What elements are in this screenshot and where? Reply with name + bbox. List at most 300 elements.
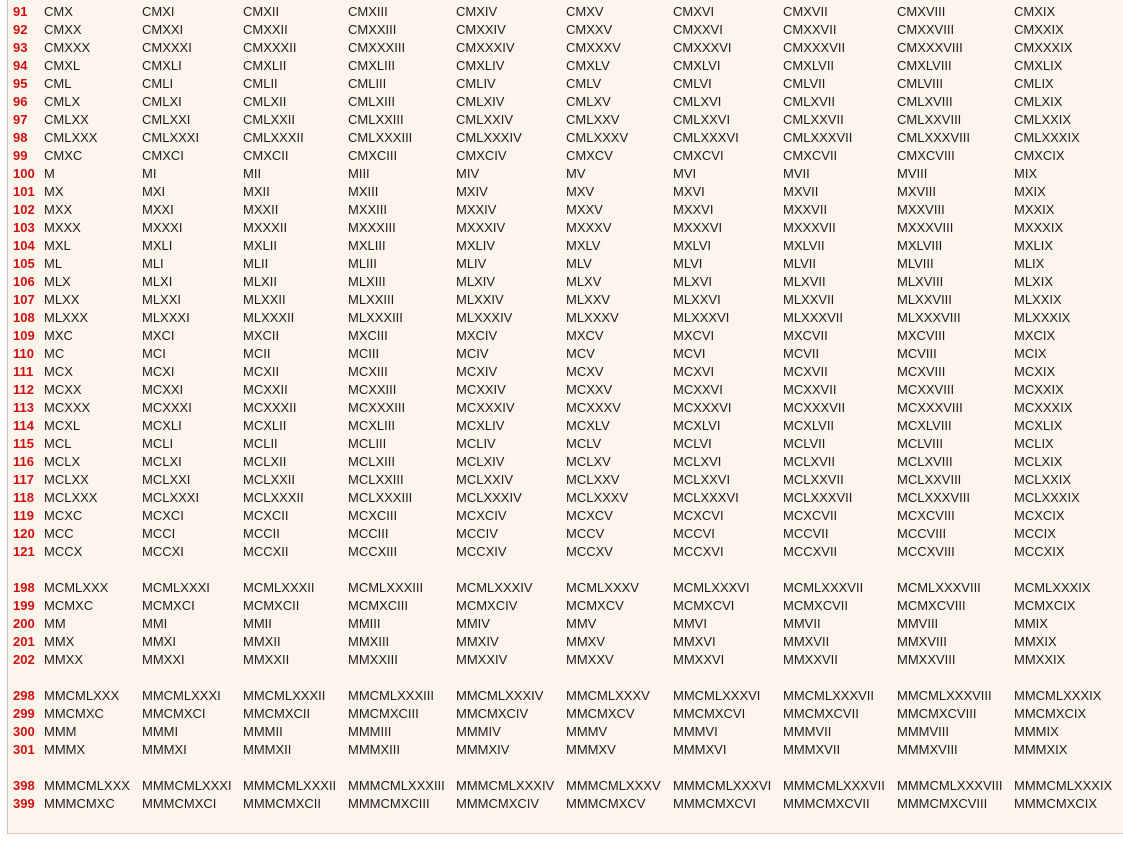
roman-numeral-cell: MXXXI	[142, 220, 183, 235]
roman-numeral-cell: MXCIX	[1014, 328, 1056, 343]
roman-numeral-cell: MMMCMXCIII	[348, 796, 430, 811]
roman-numeral-cell: MCLXXXVII	[783, 490, 853, 505]
roman-numeral-cell: MCMXCVII	[783, 598, 848, 613]
roman-numeral-cell: MCMLXXXII	[243, 580, 315, 595]
row-number: 111	[13, 364, 34, 379]
roman-numeral-cell: MXXXII	[243, 220, 288, 235]
roman-numeral-cell: MCLXIV	[456, 454, 505, 469]
roman-numeral-cell: MCCII	[243, 526, 280, 541]
roman-numeral-cell: MXCVI	[673, 328, 715, 343]
roman-numeral-cell: MXLVII	[783, 238, 825, 253]
row-number: 399	[13, 796, 35, 811]
roman-numeral-cell: CMXIX	[1014, 4, 1056, 19]
roman-numeral-cell: MCLIX	[1014, 436, 1054, 451]
table-row	[7, 147, 1123, 165]
roman-numeral-cell: MLXI	[142, 274, 173, 289]
roman-numeral-cell: MCXLVIII	[897, 418, 952, 433]
roman-numeral-cell: CMLXIII	[348, 94, 395, 109]
roman-numeral-cell: MLXVI	[673, 274, 713, 289]
roman-numeral-cell: MXIX	[1014, 184, 1046, 199]
roman-numeral-cell: MCV	[566, 346, 595, 361]
roman-numeral-cell: MCLXVII	[783, 454, 836, 469]
roman-numeral-cell: MXVI	[673, 184, 705, 199]
roman-numeral-cell: MMI	[142, 616, 168, 631]
roman-numeral-cell: MMMVIII	[897, 724, 949, 739]
roman-numeral-cell: MMMCMLXXXVII	[783, 778, 885, 793]
roman-numeral-cell: CMLXXXVII	[783, 130, 853, 145]
roman-numeral-cell: MCX	[44, 364, 73, 379]
roman-numeral-cell: MCLXI	[142, 454, 182, 469]
roman-numeral-cell: MLXX	[44, 292, 80, 307]
roman-numeral-cell: MCCIX	[1014, 526, 1056, 541]
roman-numeral-cell: MMCMXCI	[142, 706, 206, 721]
table-row	[7, 3, 1123, 21]
roman-numeral-cell: MMCMLXXXVI	[673, 688, 761, 703]
roman-numeral-cell: MXXXIII	[348, 220, 396, 235]
roman-numeral-cell: MMMCMXCVI	[673, 796, 757, 811]
roman-numeral-cell: CMXX	[44, 22, 82, 37]
roman-numeral-cell: MCXL	[44, 418, 81, 433]
roman-numeral-cell: MXXXVIII	[897, 220, 954, 235]
table-row	[7, 165, 1123, 183]
roman-numeral-cell: MCXIV	[456, 364, 498, 379]
roman-numeral-cell: MXXX	[44, 220, 81, 235]
roman-numeral-cell: MMXXVI	[673, 652, 725, 667]
row-number: 92	[13, 22, 28, 37]
table-row	[7, 543, 1123, 561]
roman-numeral-cell: MMCMXCVII	[783, 706, 859, 721]
roman-numeral-cell: MCLV	[566, 436, 602, 451]
roman-numeral-cell: MCIV	[456, 346, 489, 361]
roman-numeral-cell: MCLXXII	[243, 472, 296, 487]
table-row	[7, 651, 1123, 669]
roman-numeral-cell: CMLXIX	[1014, 94, 1063, 109]
roman-numeral-cell: MMII	[243, 616, 272, 631]
roman-numeral-cell: MI	[142, 166, 157, 181]
row-number: 202	[13, 652, 35, 667]
table-row	[7, 417, 1123, 435]
roman-numeral-cell: MMVII	[783, 616, 821, 631]
roman-numeral-cell: MMIX	[1014, 616, 1048, 631]
roman-numeral-cell: MMMCMXCVII	[783, 796, 870, 811]
roman-numeral-cell: MLIX	[1014, 256, 1045, 271]
roman-numeral-cell: MMXVIII	[897, 634, 947, 649]
roman-numeral-cell: CMLXV	[566, 94, 611, 109]
row-number: 109	[13, 328, 35, 343]
roman-numeral-cell: MLXXVI	[673, 292, 721, 307]
table-row	[7, 633, 1123, 651]
roman-numeral-cell: MCXVI	[673, 364, 715, 379]
roman-numeral-cell: CMLXXVI	[673, 112, 731, 127]
roman-numeral-cell: MLXIII	[348, 274, 386, 289]
roman-numeral-cell: MCXVII	[783, 364, 828, 379]
roman-numeral-cell: MCXII	[243, 364, 280, 379]
roman-numeral-cell: MCCXIX	[1014, 544, 1065, 559]
roman-numeral-cell: MCXXIV	[456, 382, 506, 397]
row-number: 121	[13, 544, 35, 559]
roman-numeral-cell: MCMXCIX	[1014, 598, 1076, 613]
roman-numeral-cell: CMXCVI	[673, 148, 724, 163]
roman-numeral-cell: MXXXIV	[456, 220, 506, 235]
roman-numeral-cell: CMXXIX	[1014, 22, 1064, 37]
roman-numeral-cell: MMMCMXCI	[142, 796, 217, 811]
roman-numeral-cell: CMXVIII	[897, 4, 946, 19]
roman-numeral-cell: MIII	[348, 166, 370, 181]
roman-numeral-cell: MLXXVII	[783, 292, 835, 307]
row-number: 198	[13, 580, 35, 595]
roman-numeral-cell: MMVI	[673, 616, 707, 631]
roman-numeral-cell: MMCMXCVI	[673, 706, 746, 721]
roman-numeral-cell: CMXLIII	[348, 58, 395, 73]
row-number: 100	[13, 166, 35, 181]
roman-numeral-cell: CMXLVII	[783, 58, 835, 73]
roman-numeral-cell: MCMXC	[44, 598, 94, 613]
table-row	[7, 795, 1123, 813]
roman-numeral-cell: MCLXXXII	[243, 490, 304, 505]
roman-numeral-cell: CMLXXVII	[783, 112, 844, 127]
row-number: 99	[13, 148, 28, 163]
roman-numeral-cell: CMLXXXVI	[673, 130, 739, 145]
roman-numeral-cell: MCMXCV	[566, 598, 624, 613]
roman-numeral-cell: MXXXV	[566, 220, 612, 235]
roman-numeral-cell: MCLXXXVIII	[897, 490, 970, 505]
roman-numeral-cell: MCLXXXVI	[673, 490, 739, 505]
table-row	[7, 381, 1123, 399]
roman-numeral-cell: CMXLVIII	[897, 58, 952, 73]
roman-numeral-cell: MXXXVI	[673, 220, 723, 235]
roman-numeral-cell: MMXV	[566, 634, 605, 649]
row-number: 117	[13, 472, 34, 487]
roman-numeral-cell: MCLXX	[44, 472, 89, 487]
roman-numeral-cell: MII	[243, 166, 262, 181]
roman-numeral-cell: MXCII	[243, 328, 280, 343]
roman-numeral-cell: MCLII	[243, 436, 278, 451]
roman-numeral-cell: MLXVII	[783, 274, 826, 289]
roman-numeral-cell: MCXXXIX	[1014, 400, 1073, 415]
roman-numeral-cell: MCCXI	[142, 544, 184, 559]
roman-numeral-cell: CMXII	[243, 4, 280, 19]
roman-numeral-cell: MCIX	[1014, 346, 1047, 361]
roman-numeral-cell: MCCXVII	[783, 544, 838, 559]
roman-numeral-cell: MLXXXIII	[348, 310, 403, 325]
roman-numeral-cell: MCVI	[673, 346, 706, 361]
table-row	[7, 291, 1123, 309]
row-number: 301	[13, 742, 35, 757]
table-row	[7, 597, 1123, 615]
roman-numeral-cell: MMMI	[142, 724, 179, 739]
table-row	[7, 687, 1123, 705]
table-row	[7, 57, 1123, 75]
roman-numeral-cell: MCCIII	[348, 526, 389, 541]
roman-numeral-cell: MCC	[44, 526, 74, 541]
roman-numeral-cell: MCMLXXXI	[142, 580, 210, 595]
roman-numeral-cell: MXIII	[348, 184, 379, 199]
roman-numeral-cell: MCXVIII	[897, 364, 946, 379]
roman-numeral-cell: CMXCIX	[1014, 148, 1065, 163]
roman-numeral-cell: MXIV	[456, 184, 488, 199]
roman-numeral-cell: MCI	[142, 346, 166, 361]
roman-numeral-cell: MCXC	[44, 508, 83, 523]
roman-numeral-cell: MMXVII	[783, 634, 830, 649]
row-number: 93	[13, 40, 28, 55]
roman-numeral-cell: MMMIII	[348, 724, 392, 739]
table-row	[7, 507, 1123, 525]
roman-numeral-cell: MCLI	[142, 436, 174, 451]
roman-numeral-cell: CMLXXX	[44, 130, 98, 145]
roman-numeral-cell: MLX	[44, 274, 71, 289]
roman-numeral-cell: MMXXVII	[783, 652, 838, 667]
row-number: 112	[13, 382, 34, 397]
roman-numeral-cell: CMXXXV	[566, 40, 621, 55]
roman-numeral-cell: MCMLXXXVIII	[897, 580, 981, 595]
roman-numeral-cell: MC	[44, 346, 65, 361]
roman-numeral-cell: MCXLV	[566, 418, 610, 433]
roman-numeral-cell: CMLXXVIII	[897, 112, 962, 127]
roman-numeral-cell: MCXXV	[566, 382, 613, 397]
roman-numeral-cell: MCXCIX	[1014, 508, 1065, 523]
roman-numeral-cell: MCXLI	[142, 418, 182, 433]
roman-numeral-cell: MXXIX	[1014, 202, 1055, 217]
row-number: 101	[13, 184, 35, 199]
roman-numeral-cell: MXLIII	[348, 238, 386, 253]
table-row	[7, 273, 1123, 291]
roman-numeral-cell: MCXLII	[243, 418, 287, 433]
roman-numeral-cell: MCMXCII	[243, 598, 300, 613]
roman-numeral-cell: MLXIX	[1014, 274, 1054, 289]
roman-numeral-cell: CMLXI	[142, 94, 182, 109]
roman-numeral-cell: MMXIV	[456, 634, 499, 649]
roman-numeral-cell: MCCIV	[456, 526, 498, 541]
roman-numeral-cell: MCMXCIV	[456, 598, 518, 613]
roman-numeral-cell: MLI	[142, 256, 164, 271]
spacer-row	[7, 759, 1123, 777]
roman-numeral-cell: CMLXVI	[673, 94, 722, 109]
roman-numeral-cell: CMXLV	[566, 58, 610, 73]
roman-numeral-cell: MCXX	[44, 382, 82, 397]
row-number: 299	[13, 706, 35, 721]
table-row	[7, 39, 1123, 57]
roman-numeral-cell: MLXXXVIII	[897, 310, 961, 325]
roman-numeral-cell: MCXXXV	[566, 400, 621, 415]
roman-numeral-cell: MXLIV	[456, 238, 496, 253]
roman-numeral-cell: MCLVI	[673, 436, 712, 451]
roman-numeral-cell: MXII	[243, 184, 270, 199]
roman-numeral-cell: MCMXCVI	[673, 598, 735, 613]
table-row	[7, 453, 1123, 471]
row-number: 298	[13, 688, 35, 703]
roman-numeral-cell: MLXV	[566, 274, 602, 289]
roman-numeral-cell: MXX	[44, 202, 73, 217]
roman-numeral-cell: MMXXVIII	[897, 652, 956, 667]
roman-numeral-cell: CMLXIV	[456, 94, 505, 109]
roman-numeral-cell: MCXXII	[243, 382, 288, 397]
table-row	[7, 111, 1123, 129]
roman-numeral-cell: MMMXV	[566, 742, 616, 757]
row-number: 98	[13, 130, 28, 145]
roman-numeral-cell: MCLXXIV	[456, 472, 514, 487]
table-row	[7, 75, 1123, 93]
roman-numeral-cell: MXV	[566, 184, 595, 199]
roman-numeral-cell: MXXIV	[456, 202, 497, 217]
roman-numeral-cell: MMCMXCIII	[348, 706, 419, 721]
table-row	[7, 471, 1123, 489]
roman-numeral-cell: MMCMLXXX	[44, 688, 120, 703]
roman-numeral-cell: CMLXXXVIII	[897, 130, 970, 145]
roman-numeral-cell: MMMXIII	[348, 742, 400, 757]
roman-numeral-cell: MCCXII	[243, 544, 289, 559]
roman-numeral-cell: CMLXXXIX	[1014, 130, 1080, 145]
roman-numeral-cell: MMXXII	[243, 652, 290, 667]
roman-numeral-cell: MMMCMXCIX	[1014, 796, 1098, 811]
roman-numeral-cell: MVIII	[897, 166, 928, 181]
roman-numeral-cell: MMMXVIII	[897, 742, 958, 757]
roman-numeral-cell: MCLXXIII	[348, 472, 404, 487]
table-body	[7, 3, 1123, 813]
roman-numeral-cell: MCVII	[783, 346, 820, 361]
roman-numeral-cell: MCXXVII	[783, 382, 837, 397]
roman-numeral-cell: MMXVI	[673, 634, 716, 649]
table-row	[7, 399, 1123, 417]
roman-numeral-cell: CMXVI	[673, 4, 715, 19]
roman-numeral-cell: CMXLIV	[456, 58, 505, 73]
roman-numeral-cell: MCXXX	[44, 400, 91, 415]
roman-numeral-cell: MLII	[243, 256, 269, 271]
roman-numeral-cell: CMXCIII	[348, 148, 398, 163]
roman-numeral-cell: MXCVIII	[897, 328, 946, 343]
roman-numeral-cell: MCMLXXXIV	[456, 580, 533, 595]
roman-numeral-cell: MCCXVI	[673, 544, 724, 559]
roman-numeral-cell: CMLVII	[783, 76, 826, 91]
roman-numeral-cell: CMLXX	[44, 112, 89, 127]
roman-numeral-cell: MMMII	[243, 724, 283, 739]
roman-numeral-cell: MMMIX	[1014, 724, 1059, 739]
row-number: 103	[13, 220, 35, 235]
roman-numeral-cell: MXLIX	[1014, 238, 1054, 253]
table-row	[7, 723, 1123, 741]
roman-numeral-cell: MMCMXCIX	[1014, 706, 1087, 721]
roman-numeral-cell: MMM	[44, 724, 77, 739]
roman-numeral-cell: MMXXIX	[1014, 652, 1066, 667]
roman-numeral-cell: MMXXI	[142, 652, 185, 667]
roman-numeral-cell: MMMIV	[456, 724, 501, 739]
table-row	[7, 255, 1123, 273]
table-row	[7, 525, 1123, 543]
roman-numeral-cell: MMV	[566, 616, 597, 631]
roman-numeral-cell: CMLXVIII	[897, 94, 953, 109]
roman-numeral-cell: CMLXXII	[243, 112, 296, 127]
roman-numeral-cell: CMLXXIV	[456, 112, 514, 127]
roman-numeral-cell: CMXCIV	[456, 148, 507, 163]
roman-numeral-cell: MMCMLXXXII	[243, 688, 326, 703]
roman-numeral-cell: MXXVIII	[897, 202, 945, 217]
roman-numeral-cell: CMXXVI	[673, 22, 723, 37]
roman-numeral-cell: MCLXII	[243, 454, 287, 469]
roman-numeral-cell: CMXCVII	[783, 148, 838, 163]
roman-numeral-cell: CMLXXXII	[243, 130, 304, 145]
roman-numeral-cell: MXLVI	[673, 238, 712, 253]
roman-numeral-cell: MMMCMLXXXIV	[456, 778, 555, 793]
roman-numeral-cell: MMIV	[456, 616, 490, 631]
row-number: 97	[13, 112, 28, 127]
roman-numeral-cell: MCXXXI	[142, 400, 192, 415]
roman-numeral-cell: CMXXIII	[348, 22, 397, 37]
roman-numeral-cell: MMMXIX	[1014, 742, 1068, 757]
roman-numeral-cell: CMLXXXV	[566, 130, 629, 145]
roman-numeral-cell: MMXIX	[1014, 634, 1057, 649]
row-number: 96	[13, 94, 28, 109]
roman-numeral-cell: MXI	[142, 184, 166, 199]
row-number: 118	[13, 490, 34, 505]
roman-numeral-cell: MCXXI	[142, 382, 184, 397]
roman-numeral-cell: CMXIV	[456, 4, 498, 19]
roman-numeral-cell: MCXXXIV	[456, 400, 515, 415]
roman-numeral-cell: MCXXVI	[673, 382, 723, 397]
roman-numeral-cell: CMXCV	[566, 148, 613, 163]
row-number: 116	[13, 454, 34, 469]
roman-numeral-cell: CML	[44, 76, 72, 91]
roman-numeral-cell: CMLV	[566, 76, 602, 91]
row-number: 106	[13, 274, 35, 289]
roman-numeral-cell: MXCIII	[348, 328, 388, 343]
roman-numeral-cell: MCXXXVIII	[897, 400, 963, 415]
roman-numeral-cell: MLVIII	[897, 256, 934, 271]
roman-numeral-cell: MMX	[44, 634, 75, 649]
roman-numeral-cell: MXCV	[566, 328, 604, 343]
roman-numeral-cell: MMCMLXXXV	[566, 688, 650, 703]
roman-numeral-cell: MCMXCI	[142, 598, 195, 613]
roman-numeral-cell: MCLXXVI	[673, 472, 731, 487]
roman-numeral-cell: MCMLXXXVI	[673, 580, 750, 595]
roman-numeral-cell: CMLXXXI	[142, 130, 200, 145]
roman-numeral-cell: MLVI	[673, 256, 703, 271]
roman-numeral-cell: CMXCII	[243, 148, 289, 163]
table-row	[7, 741, 1123, 759]
roman-numeral-cell: MCCXVIII	[897, 544, 955, 559]
table-row	[7, 579, 1123, 597]
roman-numeral-cell: MMMCMLXXXVI	[673, 778, 772, 793]
roman-numeral-cell: CMXLI	[142, 58, 182, 73]
roman-numeral-cell: MMMCMLXXXVIII	[897, 778, 1003, 793]
roman-numeral-cell: MCMXCIII	[348, 598, 408, 613]
roman-numeral-cell: MCLVIII	[897, 436, 943, 451]
roman-numeral-cell: MMIII	[348, 616, 381, 631]
roman-numeral-cell: CMLII	[243, 76, 278, 91]
roman-numeral-cell: MLXXXVII	[783, 310, 843, 325]
roman-numeral-cell: MLXXX	[44, 310, 89, 325]
roman-numeral-table	[7, 3, 1123, 813]
roman-numeral-cell: MCCVI	[673, 526, 715, 541]
roman-numeral-cell: MCXCIV	[456, 508, 507, 523]
roman-numeral-cell: MCXXXVI	[673, 400, 732, 415]
roman-numeral-cell: MMMCMXC	[44, 796, 115, 811]
roman-numeral-cell: CMLVI	[673, 76, 712, 91]
roman-numeral-cell: MCLXXX	[44, 490, 98, 505]
roman-numeral-cell: MMMX	[44, 742, 86, 757]
table-row	[7, 777, 1123, 795]
roman-numeral-cell: MV	[566, 166, 586, 181]
row-number: 114	[13, 418, 34, 433]
table-row	[7, 309, 1123, 327]
roman-numeral-cell: CMXVII	[783, 4, 828, 19]
row-number: 104	[13, 238, 35, 253]
roman-numeral-cell: MCMLXXXV	[566, 580, 639, 595]
roman-numeral-cell: MMMCMXCVIII	[897, 796, 988, 811]
roman-numeral-cell: MLXXXVI	[673, 310, 730, 325]
roman-numeral-cell: MCXCVI	[673, 508, 724, 523]
roman-numeral-cell: MCLXXVII	[783, 472, 844, 487]
roman-numeral-cell: MCCXIV	[456, 544, 507, 559]
roman-numeral-cell: CMX	[44, 4, 73, 19]
